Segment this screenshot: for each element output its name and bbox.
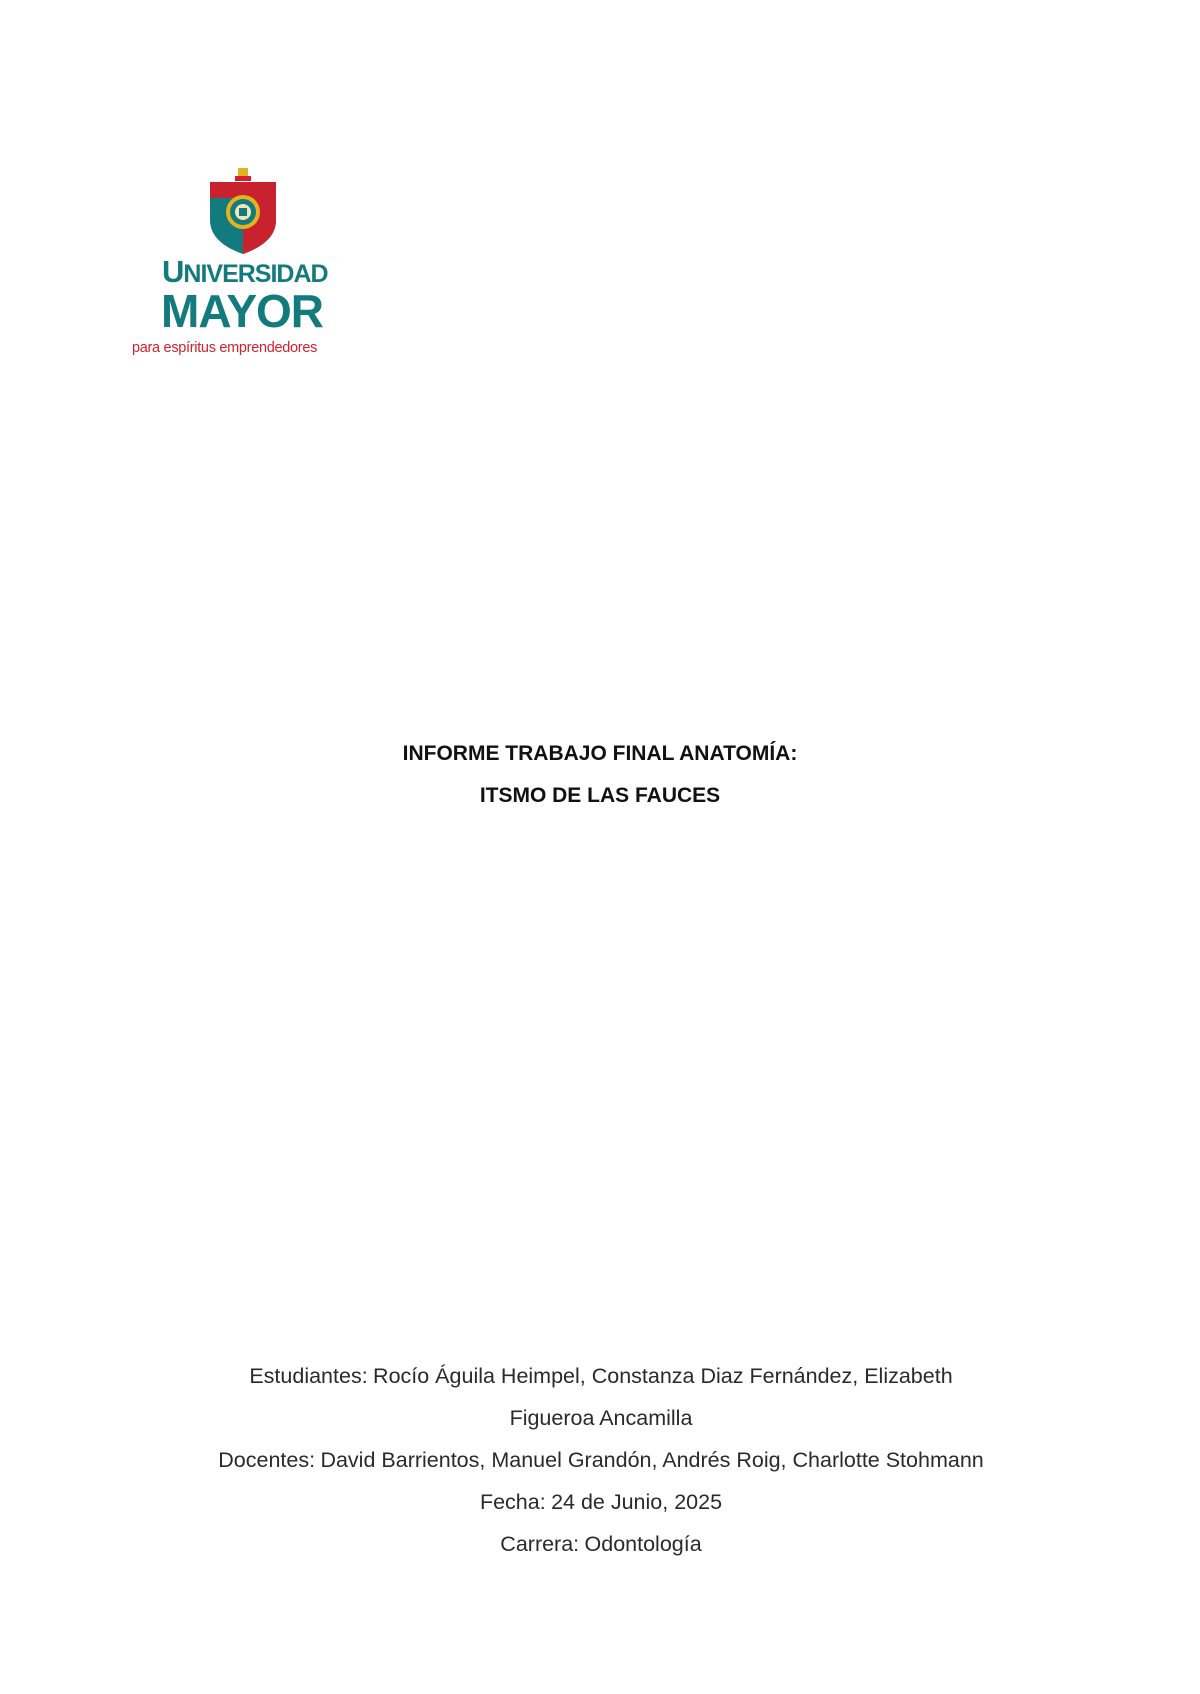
career-line bbox=[166, 1523, 1036, 1565]
university-crest-icon bbox=[208, 168, 278, 254]
logo-university-initial: U bbox=[162, 254, 184, 289]
university-logo bbox=[132, 168, 362, 368]
date-value: 24 de Junio, 2025 bbox=[551, 1490, 723, 1514]
logo-university-rest: NIVERSIDAD bbox=[183, 260, 328, 288]
teachers-value: David Barrientos, Manuel Grandón, Andrés Roig, Charlotte Stohmann bbox=[320, 1448, 984, 1472]
document-title bbox=[0, 733, 1200, 817]
date-line bbox=[166, 1481, 1036, 1523]
students-value-part1: Rocío Águila Heimpel, Constanza Diaz Fernández, Elizabeth bbox=[373, 1364, 953, 1388]
students-line bbox=[166, 1355, 1036, 1397]
teachers-label: Docentes: bbox=[218, 1448, 316, 1472]
title-line-2: ITSMO DE LAS FAUCES bbox=[479, 784, 721, 807]
career-label: Carrera: bbox=[500, 1532, 580, 1556]
date-label: Fecha: bbox=[479, 1490, 546, 1514]
career-value: Odontología bbox=[584, 1532, 702, 1556]
title-line-1: INFORME TRABAJO FINAL ANATOMÍA: bbox=[402, 742, 798, 765]
students-label: Estudiantes: bbox=[249, 1364, 368, 1388]
logo-mayor-word: MAYOR bbox=[161, 285, 323, 337]
logo-tagline: para espíritus emprendedores bbox=[132, 340, 318, 356]
teachers-line bbox=[166, 1439, 1036, 1481]
document-info bbox=[166, 1355, 1036, 1565]
students-line-continued: Figueroa Ancamilla bbox=[509, 1406, 693, 1430]
